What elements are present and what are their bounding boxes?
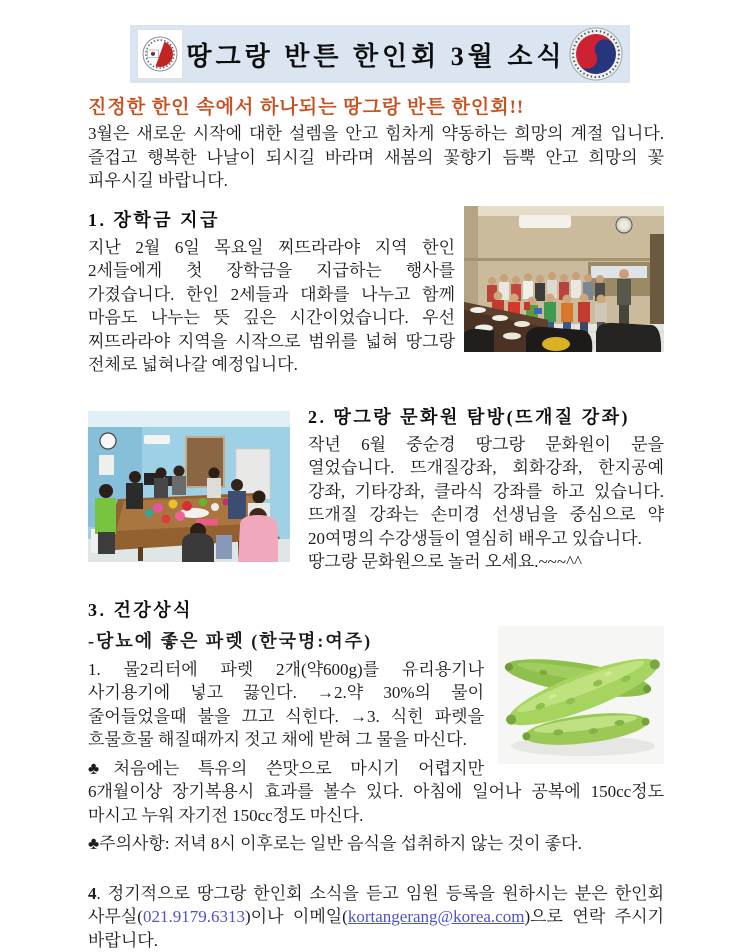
footer-text-1: . 정기적으로 땅그랑 한인회 소식을 듣고 임원 등록을 원하시는 분은 한인회 사무실( (88, 884, 664, 927)
section3-subheading: -당뇨에 좋은 파렛 (한국명:여주) (88, 627, 664, 653)
taegeuk-flag-emblem-icon (569, 27, 623, 81)
footer-item-number: 4 (88, 884, 97, 903)
section-health-tip (88, 596, 664, 856)
header-band (130, 25, 630, 83)
scholarship-group-photo (464, 206, 664, 352)
footer-contact (88, 882, 664, 952)
section3-steps: 1. 물2리터에 파렛 2개(약600g)를 유리용기나 사기용기에 넣고 끓인다. →2.약 30%의 물이 줄어들었을때 불을 끄고 식힌다. →3. 식힌 파렛을 흐물흐물 해질때까지 젓고 채에 받혀 그 물을 마신다. (88, 658, 664, 752)
intro-paragraph: 3월은 새로운 시작에 대한 설렘을 안고 힘차게 약동하는 희망의 계절 입니다. 즐겁고 행복한 나날이 되시길 바라며 새봄의 꽃향기 듬뿍 안고 희망의 꽃 피우시길 바랍니다. (88, 122, 664, 193)
contact-email-link[interactable]: kortangerang@korea.com (348, 907, 525, 926)
office-phone-number: 021.9179.6313 (143, 907, 245, 926)
bitter-melon-photo (498, 626, 664, 764)
korean-association-tangerang-emblem-icon (140, 32, 180, 76)
section2-heading: 2. 땅그랑 문화원 탐방(뜨개질 강좌) (308, 403, 664, 429)
footer-text-3: )으로 연락 주시기 바랍니다. (88, 907, 664, 950)
section1-heading: 1. 장학금 지급 (88, 206, 455, 232)
section3-heading: 3. 건강상식 (88, 596, 664, 622)
section2-invite-line: 땅그랑 문화원으로 놀러 오세요.~~~^^ (308, 550, 664, 574)
section1-paragraph: 지난 2월 6일 목요일 찌뜨라라야 지역 한인 2세들에게 첫 장학금을 지급하는 행사를 가졌습니다. 한인 2세들과 대화를 나누고 함께 마음도 나누는 뜻 깊은 시간이었습니다. 우선 찌뜨라라야 지역을 시작으로 범위를 넓혀 땅그랑 전체로 넓혀나갈 예정입니다. (88, 236, 455, 377)
newsletter-title: 땅그랑 반튼 한인회 3월 소식 (183, 36, 569, 73)
association-logo (137, 29, 183, 79)
knitting-class-photo (88, 411, 290, 562)
section-culture-center (88, 403, 664, 574)
section-scholarship (88, 206, 664, 377)
section3-note1: ♣처음에는 특유의 쓴맛으로 마시기 어렵지만 6개월이상 장기복용시 효과를 볼수 있다. 아침에 일어나 공복에 150cc정도 마시고 누워 자기전 150cc정도 마신다. (88, 757, 664, 828)
section3-note2: ♣주의사항: 저녁 8시 이후로는 일반 음식을 섭취하지 않는 것이 좋다. (88, 832, 664, 856)
footer-text-2: )이나 이메일( (245, 907, 348, 926)
section2-paragraph: 작년 6월 중순경 땅그랑 문화원이 문을 열었습니다. 뜨개질강좌, 회화강좌, 한지공예 강좌, 기타강좌, 클라식 강좌를 하고 있습니다. 뜨개질 강좌는 손미경 선생님을 중심으로 약 20여명의 수강생들이 열심히 배우고 있습니다. (308, 433, 664, 551)
intro-headline: 진정한 한인 속에서 하나되는 땅그랑 반튼 한인회!! (88, 92, 664, 119)
